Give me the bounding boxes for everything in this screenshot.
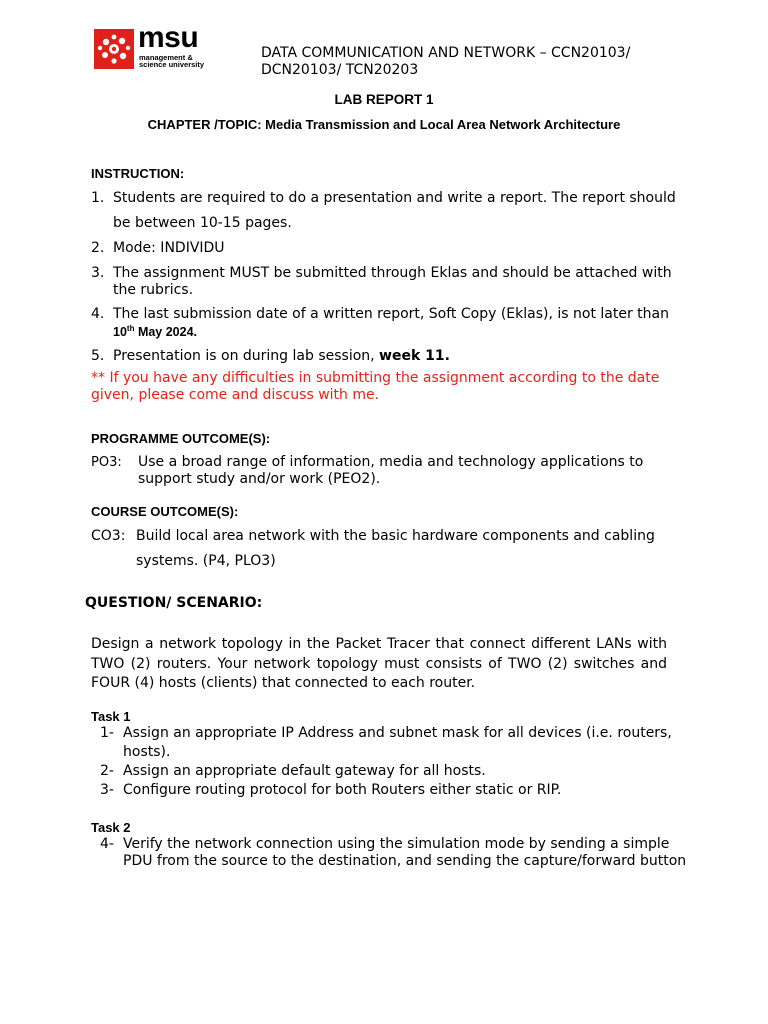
item-number: 5.: [91, 348, 105, 364]
question-paragraph: [91, 635, 667, 694]
task-item: [100, 836, 700, 876]
task1-list: [100, 725, 690, 801]
instruction-item: [91, 240, 691, 265]
course-header: [261, 45, 630, 79]
item-number: 3.: [91, 265, 105, 281]
logo-subtitle: [139, 54, 204, 68]
instruction-heading: INSTRUCTION:: [91, 166, 185, 181]
task-number: 4-: [100, 836, 114, 852]
item-text-line: Students are required to do a presentation and write a report. The report should: [113, 190, 676, 206]
question-line: Design a network topology in the Packet Tracer that connect different LANs with: [91, 636, 667, 652]
task-item: [100, 763, 690, 782]
item-text-line: be between 10-15 pages.: [113, 215, 292, 231]
co-code: CO3:: [91, 528, 126, 544]
task-line: hosts).: [123, 744, 171, 760]
item-number: 2.: [91, 240, 105, 256]
po-line: Use a broad range of information, media and technology applications to: [138, 454, 644, 470]
co-description: [136, 528, 655, 570]
task-number: 2-: [100, 763, 114, 779]
programme-outcome-heading: PROGRAMME OUTCOME(S):: [91, 431, 271, 446]
task-line: Verify the network connection using the simulation mode by sending a simple: [123, 836, 670, 852]
logo-wordmark: msu: [138, 21, 199, 54]
date-suffix: th: [126, 323, 135, 333]
po-description: [138, 454, 643, 488]
task2-heading: Task 2: [91, 820, 131, 835]
task-line: Configure routing protocol for both Routers either static or RIP.: [123, 782, 562, 798]
question-line: FOUR (4) hosts (clients) that connected to each router.: [91, 675, 476, 691]
item-number: 1.: [91, 190, 105, 206]
task-item: [100, 725, 690, 763]
instruction-item: [91, 348, 691, 370]
item-text-line: The assignment MUST be submitted through Eklas and should be attached with: [113, 265, 672, 281]
msu-logo: [94, 21, 216, 72]
task-number: 1-: [100, 725, 114, 741]
instruction-item: [91, 265, 691, 306]
item-number: 4.: [91, 306, 105, 322]
item-text-line: [113, 348, 450, 365]
task2-list: [100, 836, 700, 876]
task-line: PDU from the source to the destination, and sending the capture/forward button: [123, 853, 687, 869]
item-text: Presentation is on during lab session,: [113, 348, 380, 364]
course-outcome-heading: COURSE OUTCOME(S):: [91, 504, 239, 519]
question-heading: QUESTION/ SCENARIO:: [85, 595, 263, 611]
course-header-line2: DCN20103/ TCN20203: [261, 62, 419, 78]
task-item: [100, 782, 690, 801]
date-rest: May 2024.: [134, 325, 198, 339]
co-line: Build local area network with the basic hardware components and cabling: [136, 528, 655, 544]
task1-heading: Task 1: [91, 709, 131, 724]
question-line: TWO (2) routers. Your network topology must consists of TWO (2) switches and: [91, 655, 667, 672]
task-line: Assign an appropriate default gateway for all hosts.: [123, 763, 486, 779]
po-line: support study and/or work (PEO2).: [138, 471, 381, 487]
item-text-line: the rubrics.: [113, 282, 194, 298]
item-text-line: The last submission date of a written report, Soft Copy (Eklas), is not later than: [113, 306, 669, 322]
instruction-item: [91, 306, 691, 348]
co-line: systems. (P4, PLO3): [136, 553, 276, 569]
date-day: 10: [113, 325, 127, 339]
submission-date: [113, 324, 197, 341]
instruction-list: [91, 190, 691, 404]
task-number: 3-: [100, 782, 114, 798]
instruction-item: [91, 190, 691, 240]
week-emphasis: week 11.: [379, 348, 450, 364]
item-text-line: Mode: INDIVIDU: [113, 240, 225, 256]
logo-subtitle-line2: science university: [139, 60, 205, 69]
note-line: ** If you have any difficulties in submitting the assignment according to the date: [91, 370, 660, 386]
difficulty-note: [91, 370, 691, 404]
page-title: LAB REPORT 1: [334, 92, 434, 107]
chapter-topic: CHAPTER /TOPIC: Media Transmission and Local Area Network Architecture: [147, 117, 621, 132]
logo-subtitle-line1: management &: [139, 53, 193, 62]
po-code: PO3:: [91, 455, 122, 470]
course-header-line1: DATA COMMUNICATION AND NETWORK – CCN20103/: [261, 45, 631, 61]
note-line: given, please come and discuss with me.: [91, 387, 380, 403]
task-line: Assign an appropriate IP Address and subnet mask for all devices (i.e. routers,: [123, 725, 672, 741]
